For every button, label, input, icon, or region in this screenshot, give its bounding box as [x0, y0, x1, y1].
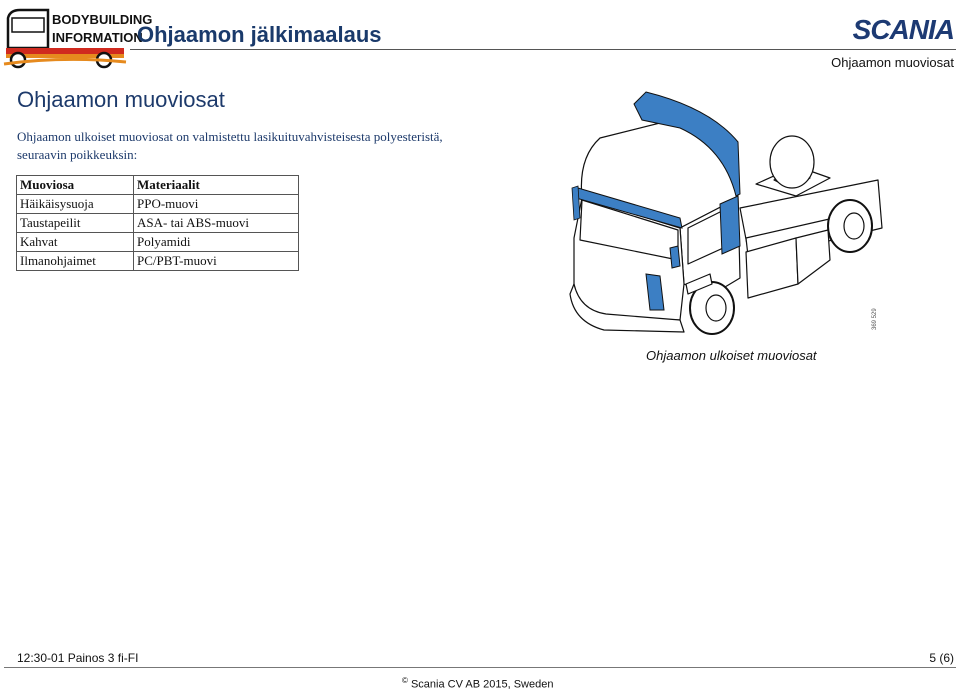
section-title: Ohjaamon muoviosat — [17, 87, 225, 112]
figure-caption: Ohjaamon ulkoiset muoviosat — [646, 348, 817, 363]
table-cell-part: Ilmanohjaimet — [17, 252, 134, 271]
table-header-material: Materiaalit — [134, 176, 299, 195]
rear-view-mirror — [670, 246, 680, 268]
table-header-row — [17, 176, 299, 195]
table-row — [17, 233, 299, 252]
scania-brand-logo: SCANIA — [852, 14, 954, 45]
table-row — [17, 214, 299, 233]
footer-document-info: 12:30-01 Painos 3 fi-FI — [17, 651, 139, 665]
chassis-side-deflector — [720, 196, 740, 254]
intro-line-1: Ohjaamon ulkoiset muoviosat on valmistettu lasikuituvahvisteisesta polyesteristä, — [17, 129, 443, 144]
table-cell-material: PPO-muovi — [134, 195, 299, 214]
intro-line-2: seuraavin poikkeuksin: — [17, 147, 138, 162]
logo-line2: INFORMATION — [52, 30, 143, 45]
copyright-icon: © — [402, 676, 408, 685]
table-cell-material: ASA- tai ABS-muovi — [134, 214, 299, 233]
table-cell-material: Polyamidi — [134, 233, 299, 252]
copyright-text: Scania CV AB 2015, Sweden — [410, 678, 554, 691]
truck-cab-illustration — [560, 88, 890, 348]
figure-number: 369 529 — [872, 308, 878, 330]
table-cell-part: Taustapeilit — [17, 214, 134, 233]
table-row — [17, 195, 299, 214]
footer-page-number: 5 (6) — [929, 651, 954, 665]
header-section-name: Ohjaamon muoviosat — [831, 55, 954, 70]
header-divider — [130, 49, 956, 50]
table-cell-part: Kahvat — [17, 233, 134, 252]
table-cell-part: Häikäisysuoja — [17, 195, 134, 214]
intro-paragraph — [17, 128, 537, 164]
logo-line1: BODYBUILDING — [52, 12, 153, 27]
table-cell-material: PC/PBT-muovi — [134, 252, 299, 271]
table-header-part: Muoviosa — [17, 176, 134, 195]
footer-divider — [4, 667, 956, 668]
table-row — [17, 252, 299, 271]
materials-table — [16, 175, 299, 271]
document-title: Ohjaamon jälkimaalaus — [137, 22, 382, 47]
copyright — [402, 676, 553, 691]
bodybuilding-information-logo — [4, 4, 153, 70]
